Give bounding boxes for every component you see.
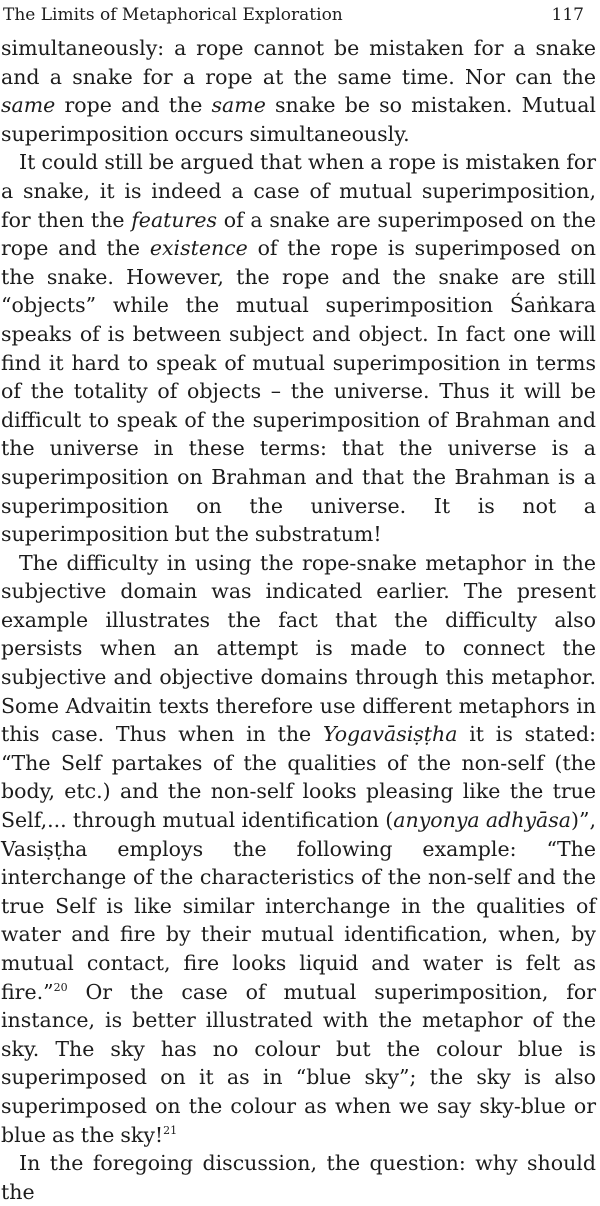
p2-emphasis-2: existence [149, 236, 248, 261]
paragraph-2 [1, 148, 596, 548]
p2-emphasis-1: features [131, 207, 218, 232]
p3-text-b: it is stated: “The Self partakes of the qualities of the non-self (the body, etc.) and the non-self looks pleasing like the true Self,... through mutual identification ( [1, 722, 596, 833]
paragraph-4 [1, 1149, 596, 1206]
paragraph-3 [1, 549, 596, 1149]
p1-text-a: simultaneously: a rope cannot be mistaken for a snake and a snake for a rope at the same time. Nor can the [1, 36, 596, 89]
page-number: 117 [551, 5, 584, 25]
p4-text-a: In the foregoing discussion, the question: why should the [1, 1151, 596, 1204]
p1-emphasis-2: same [211, 93, 266, 118]
body-text [1, 34, 596, 1206]
p2-text-b: of a snake are superimposed on the rope and the [1, 207, 596, 261]
paragraph-1 [1, 34, 596, 148]
running-head [3, 4, 594, 26]
p3-work-title: Yogavāsiṣṭha [322, 722, 458, 747]
p2-text-c: of the rope is superimposed on the snake. However, the rope and the snake are still “objects” while the mutual superimposition Śaṅkara speaks of is between subject and object. In fact one will find it hard to speak of mutual superimposition in terms of the totality of objects – the universe. Thus it will be difficult to speak of the superimposition of Brahman and the universe in these terms: that the universe is a superimposition on Brahman and that the Brahman is a superimposition on the universe. It is not a superimposition but the substratum! [1, 236, 596, 547]
footnote-ref-20[interactable]: 20 [53, 980, 68, 994]
p3-text-a: The difficulty in using the rope-snake metaphor in the subjective domain was indicated earlier. The present example illustrates the fact that the difficulty also persists when an attempt is made to connect the subjective and objective domains through this metaphor. Some Advaitin texts therefore use different metaphors in this case. Thus when in the [1, 550, 596, 747]
footnote-ref-21[interactable]: 21 [163, 1123, 178, 1137]
p1-text-b: rope and the [55, 93, 212, 118]
p3-text-c: )”, Vasiṣṭha employs the following example: “The interchange of the characteristics of the non-self and the true Self is like similar interchange in the qualities of water and fire by their mutual identification, when, by mutual contact, fire looks liquid and water is felt as fire.” [1, 808, 596, 1004]
p3-text-d: Or the case of mutual superimposition, for instance, is better illustrated with the metaphor of the sky. The sky has no colour but the colour blue is superimposed on it as in “blue sky”; the sky is also superimposed on the colour as when we say sky-blue or blue as the sky! [1, 979, 596, 1147]
p1-emphasis-1: same [1, 93, 56, 118]
p1-text-c: snake be so mistaken. Mutual superimposition occurs simultaneously. [1, 93, 596, 146]
running-title: The Limits of Metaphorical Exploration [3, 5, 343, 25]
p3-sanskrit-term: anyonya adhyāsa [393, 808, 571, 833]
p2-text-a: It could still be argued that when a rope is mistaken for a snake, it is indeed a case of mutual superimposition, for then the [1, 150, 596, 232]
